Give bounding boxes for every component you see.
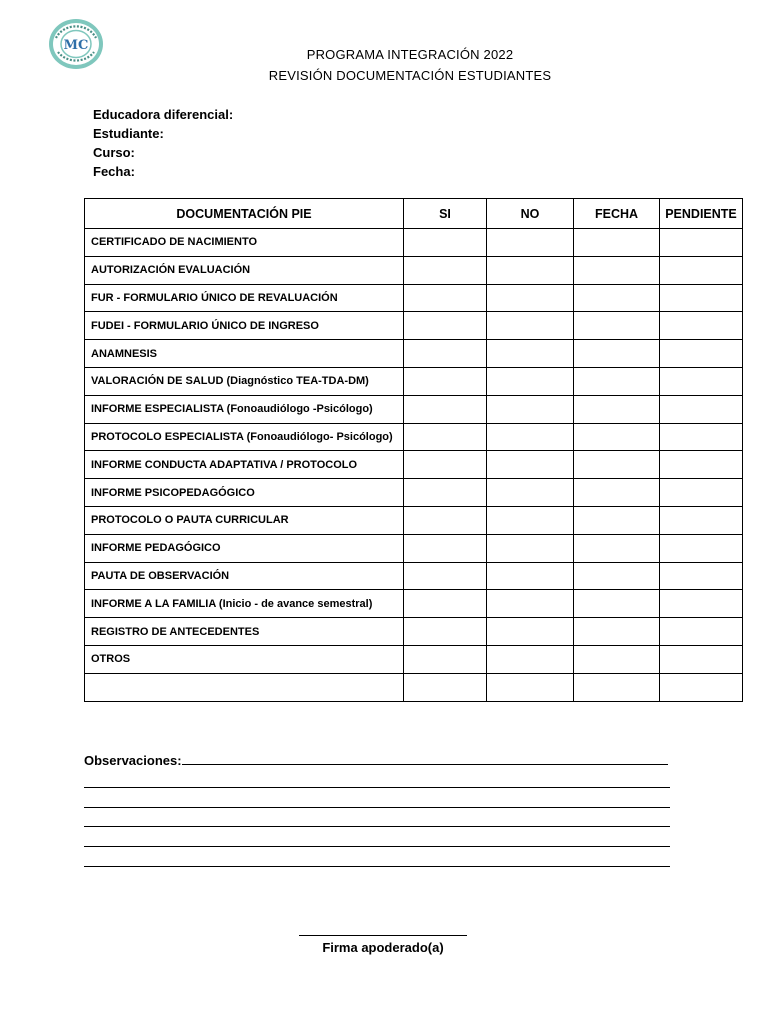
document-name-cell: INFORME CONDUCTA ADAPTATIVA / PROTOCOLO — [85, 451, 404, 479]
pendiente-cell[interactable] — [660, 534, 743, 562]
fecha-cell[interactable] — [574, 506, 660, 534]
no-cell[interactable] — [487, 312, 574, 340]
fecha-cell[interactable] — [574, 367, 660, 395]
table-row — [85, 673, 743, 701]
si-cell[interactable] — [404, 479, 487, 507]
no-cell[interactable] — [487, 506, 574, 534]
pendiente-cell[interactable] — [660, 506, 743, 534]
page-subtitle: REVISIÓN DOCUMENTACIÓN ESTUDIANTES — [268, 68, 552, 83]
header-si: SI — [404, 199, 487, 229]
header — [250, 44, 570, 86]
fecha-cell[interactable] — [574, 312, 660, 340]
no-cell[interactable] — [487, 229, 574, 257]
document-name-cell: INFORME PSICOPEDAGÓGICO — [85, 479, 404, 507]
signature-block — [298, 923, 468, 955]
document-name-cell: ANAMNESIS — [85, 340, 404, 368]
header-fecha: FECHA — [574, 199, 660, 229]
pendiente-cell[interactable] — [660, 562, 743, 590]
fecha-cell[interactable] — [574, 256, 660, 284]
si-cell[interactable] — [404, 590, 487, 618]
fecha-cell[interactable] — [574, 423, 660, 451]
table-row — [85, 340, 743, 368]
si-cell[interactable] — [404, 423, 487, 451]
pendiente-cell[interactable] — [660, 256, 743, 284]
observaciones-label: Observaciones: — [84, 753, 182, 768]
no-cell[interactable] — [487, 256, 574, 284]
si-cell[interactable] — [404, 562, 487, 590]
observaciones-line[interactable] — [84, 827, 670, 847]
header-no: NO — [487, 199, 574, 229]
fecha-cell[interactable] — [574, 673, 660, 701]
document-name-cell: CERTIFICADO DE NACIMIENTO — [85, 229, 404, 257]
no-cell[interactable] — [487, 673, 574, 701]
table-row — [85, 590, 743, 618]
student-info — [93, 105, 233, 181]
document-name-cell: FUR - FORMULARIO ÚNICO DE REVALUACIÓN — [85, 284, 404, 312]
pendiente-cell[interactable] — [660, 312, 743, 340]
document-name-cell: INFORME PEDAGÓGICO — [85, 534, 404, 562]
svg-text:MC: MC — [63, 38, 89, 53]
table-row — [85, 562, 743, 590]
observaciones-line[interactable] — [84, 788, 670, 808]
observaciones-line[interactable] — [84, 768, 670, 788]
pendiente-cell[interactable] — [660, 590, 743, 618]
no-cell[interactable] — [487, 367, 574, 395]
no-cell[interactable] — [487, 479, 574, 507]
educadora-label: Educadora diferencial: — [93, 107, 234, 122]
fecha-cell[interactable] — [574, 284, 660, 312]
pendiente-cell[interactable] — [660, 618, 743, 646]
table-header-row — [85, 199, 743, 229]
table-row — [85, 506, 743, 534]
document-name-cell: FUDEI - FORMULARIO ÚNICO DE INGRESO — [85, 312, 404, 340]
fecha-cell[interactable] — [574, 229, 660, 257]
fecha-cell[interactable] — [574, 562, 660, 590]
table-row — [85, 256, 743, 284]
document-name-cell: INFORME A LA FAMILIA (Inicio - de avance semestral) — [85, 590, 404, 618]
header-pendiente: PENDIENTE — [660, 199, 743, 229]
fecha-label: Fecha: — [93, 164, 135, 179]
no-cell[interactable] — [487, 645, 574, 673]
fecha-cell[interactable] — [574, 534, 660, 562]
pendiente-cell[interactable] — [660, 673, 743, 701]
si-cell[interactable] — [404, 256, 487, 284]
table-row — [85, 312, 743, 340]
no-cell[interactable] — [487, 340, 574, 368]
pendiente-cell[interactable] — [660, 367, 743, 395]
pendiente-cell[interactable] — [660, 395, 743, 423]
si-cell[interactable] — [404, 506, 487, 534]
school-logo — [48, 18, 104, 70]
fecha-cell[interactable] — [574, 645, 660, 673]
pendiente-cell[interactable] — [660, 284, 743, 312]
signature-label: Firma apoderado(a) — [322, 940, 444, 955]
no-cell[interactable] — [487, 618, 574, 646]
no-cell[interactable] — [487, 423, 574, 451]
pendiente-cell[interactable] — [660, 479, 743, 507]
pendiente-cell[interactable] — [660, 423, 743, 451]
document-name-cell: INFORME ESPECIALISTA (Fonoaudiólogo -Psicólogo) — [85, 395, 404, 423]
pendiente-cell[interactable] — [660, 645, 743, 673]
no-cell[interactable] — [487, 562, 574, 590]
observaciones-line[interactable] — [182, 764, 668, 765]
si-cell[interactable] — [404, 645, 487, 673]
si-cell[interactable] — [404, 312, 487, 340]
observaciones-line[interactable] — [84, 847, 670, 867]
estudiante-label: Estudiante: — [93, 126, 164, 141]
observaciones-line[interactable] — [84, 808, 670, 828]
no-cell[interactable] — [487, 534, 574, 562]
page-title: PROGRAMA INTEGRACIÓN 2022 — [306, 47, 514, 62]
si-cell[interactable] — [404, 618, 487, 646]
table-row — [85, 284, 743, 312]
no-cell[interactable] — [487, 395, 574, 423]
si-cell[interactable] — [404, 229, 487, 257]
header-documentacion: DOCUMENTACIÓN PIE — [85, 199, 404, 229]
fecha-cell[interactable] — [574, 451, 660, 479]
table-row — [85, 229, 743, 257]
fecha-cell[interactable] — [574, 618, 660, 646]
si-cell[interactable] — [404, 673, 487, 701]
fecha-cell[interactable] — [574, 395, 660, 423]
table-row — [85, 451, 743, 479]
signature-line[interactable] — [299, 923, 467, 936]
si-cell[interactable] — [404, 451, 487, 479]
si-cell[interactable] — [404, 340, 487, 368]
documentation-table — [84, 198, 743, 702]
document-name-cell: REGISTRO DE ANTECEDENTES — [85, 618, 404, 646]
document-name-cell: OTROS — [85, 645, 404, 673]
si-cell[interactable] — [404, 367, 487, 395]
curso-label: Curso: — [93, 145, 135, 160]
no-cell[interactable] — [487, 284, 574, 312]
table-row — [85, 423, 743, 451]
observaciones-section — [84, 749, 670, 867]
document-name-cell: PROTOCOLO O PAUTA CURRICULAR — [85, 506, 404, 534]
fecha-cell[interactable] — [574, 340, 660, 368]
pendiente-cell[interactable] — [660, 340, 743, 368]
table-row — [85, 534, 743, 562]
pendiente-cell[interactable] — [660, 451, 743, 479]
si-cell[interactable] — [404, 395, 487, 423]
document-name-cell: PAUTA DE OBSERVACIÓN — [85, 562, 404, 590]
document-name-cell — [85, 673, 404, 701]
table-row — [85, 479, 743, 507]
table-row — [85, 618, 743, 646]
no-cell[interactable] — [487, 451, 574, 479]
fecha-cell[interactable] — [574, 590, 660, 618]
pendiente-cell[interactable] — [660, 229, 743, 257]
table-row — [85, 367, 743, 395]
table-row — [85, 645, 743, 673]
document-name-cell: VALORACIÓN DE SALUD (Diagnóstico TEA-TDA-DM) — [85, 367, 404, 395]
no-cell[interactable] — [487, 590, 574, 618]
document-name-cell: AUTORIZACIÓN EVALUACIÓN — [85, 256, 404, 284]
si-cell[interactable] — [404, 534, 487, 562]
si-cell[interactable] — [404, 284, 487, 312]
document-name-cell: PROTOCOLO ESPECIALISTA (Fonoaudiólogo- Psicólogo) — [85, 423, 404, 451]
fecha-cell[interactable] — [574, 479, 660, 507]
table-row — [85, 395, 743, 423]
